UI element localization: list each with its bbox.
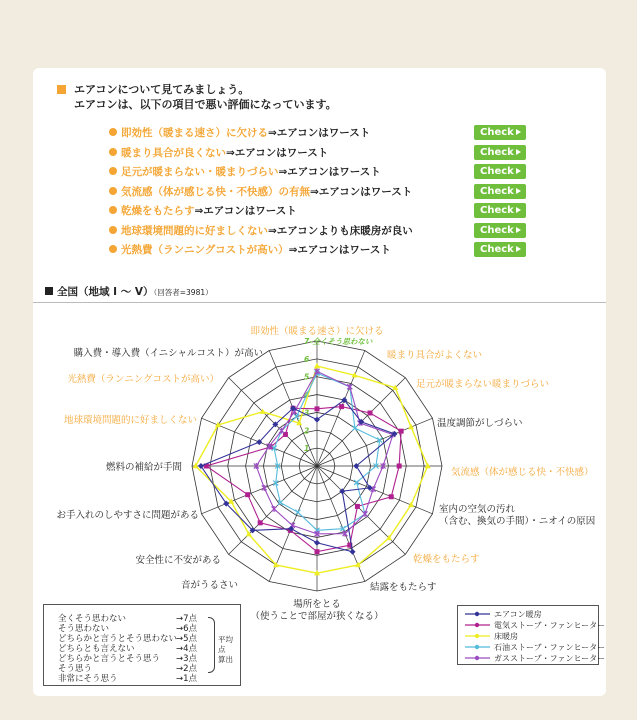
axis-label: 燃料の補給が手間 bbox=[105, 462, 182, 473]
data-point bbox=[425, 463, 431, 468]
data-point bbox=[389, 494, 394, 499]
data-point bbox=[362, 511, 367, 517]
scale-tick-label: 3 bbox=[304, 408, 310, 418]
content-card bbox=[33, 68, 606, 696]
grid-spoke bbox=[317, 466, 432, 514]
axis-label: 暖まり具合がよくない bbox=[387, 350, 483, 361]
legend-marker bbox=[475, 656, 479, 660]
data-point bbox=[368, 410, 373, 415]
data-point bbox=[399, 429, 404, 434]
scale-text: 非常にそう思う bbox=[58, 674, 118, 684]
data-point bbox=[295, 510, 300, 515]
item-highlight: 光熱費（ランニングコストが高い） bbox=[121, 244, 289, 256]
data-point bbox=[397, 464, 402, 469]
item-highlight: 乾燥をもたらす bbox=[121, 205, 195, 217]
axis-label: 安全性に不安がある bbox=[135, 555, 221, 566]
scale-tick-label: 6 bbox=[304, 354, 310, 364]
intro-line-1: エアコンについて見てみましょう。 bbox=[74, 83, 250, 96]
item-highlight: 足元が暖まらない・暖まりづらい bbox=[121, 166, 279, 178]
axis-label: 音がうるさい bbox=[180, 580, 238, 591]
scale-points: →1点 bbox=[176, 674, 198, 684]
legend-swatch-icon bbox=[464, 642, 492, 652]
data-point bbox=[245, 492, 250, 497]
data-point bbox=[315, 549, 320, 554]
legend-label: 床暖房 bbox=[494, 632, 518, 641]
data-point bbox=[279, 428, 284, 434]
axis-label: 購入費・導入費（イニシャルコスト）が高い bbox=[73, 348, 263, 359]
item-highlight: 即効性（暖まる速さ）に欠ける bbox=[121, 127, 268, 139]
scale-points: →2点 bbox=[176, 664, 198, 674]
check-label: Check bbox=[480, 166, 514, 177]
data-point bbox=[339, 404, 344, 409]
average-note bbox=[218, 635, 240, 665]
grid-spoke bbox=[317, 466, 405, 554]
scale-text: どちらとも言えない bbox=[58, 644, 135, 654]
axis-label: お手入れのしやすさに問題がある bbox=[56, 510, 199, 521]
section-title-text: 全国（地域 Ⅰ 〜 Ⅴ） bbox=[57, 286, 154, 298]
item-highlight: 地球環境問題的に好ましくない bbox=[121, 224, 268, 237]
check-label: Check bbox=[480, 224, 514, 236]
scale-text: どちらかと言うとそう思わない bbox=[58, 634, 178, 644]
legend-marker bbox=[475, 612, 479, 616]
item-highlight: 暖まり具合が良くない bbox=[121, 146, 226, 159]
axis-label: 室内の空気の汚れ （含む、換気の手間）・ニオイの原因 bbox=[439, 504, 596, 527]
legend-swatch-icon bbox=[464, 620, 492, 630]
axis-label: 場所をとる （使うことで部屋が狭くなる） bbox=[250, 599, 384, 622]
legend-swatch-icon bbox=[464, 609, 492, 619]
legend-label: 電気ストーブ・ファンヒーター bbox=[494, 621, 606, 630]
scale-tick-label: 7-全くそう思わない bbox=[304, 337, 373, 346]
scale-points: →7点 bbox=[176, 614, 198, 624]
scale-row bbox=[58, 672, 198, 684]
data-point bbox=[314, 363, 320, 368]
item-result: ⇒エアコンはワースト bbox=[310, 185, 413, 198]
axis-label: 地球環境問題的に好ましくない bbox=[63, 415, 197, 426]
legend-marker bbox=[475, 623, 479, 627]
legend-swatch-icon bbox=[464, 653, 492, 663]
scale-text: そう思わない bbox=[58, 624, 110, 634]
data-point bbox=[355, 504, 360, 509]
data-point bbox=[315, 406, 320, 411]
item-result: ⇒エアコンはワースト bbox=[226, 146, 329, 159]
axis-label: 足元が暖まらない暖まりづらい bbox=[416, 379, 550, 390]
data-point bbox=[314, 540, 320, 546]
item-result: ⇒エアコンよりも床暖房が良い bbox=[268, 224, 413, 237]
average-note-line2: 算出 bbox=[218, 655, 233, 664]
scale-points: →4点 bbox=[176, 644, 198, 654]
axis-label: 気流感（体が感じる快・不快感） bbox=[451, 467, 594, 478]
scale-tick-label: 4 bbox=[304, 390, 310, 400]
data-point bbox=[258, 520, 263, 525]
check-label: Check bbox=[480, 146, 514, 158]
legend-marker bbox=[475, 634, 479, 638]
axis-label: 乾燥をもたらす bbox=[413, 554, 480, 565]
average-note-line1: 平均点 bbox=[218, 635, 233, 654]
chart-legend bbox=[457, 605, 606, 665]
grid-spoke bbox=[317, 418, 432, 466]
legend-label: ガスストーブ・ファンヒーター bbox=[494, 654, 606, 663]
scale-points: →5点 bbox=[176, 634, 198, 644]
scale-tick-label: 1 bbox=[304, 444, 310, 454]
scale-tick-label: 2 bbox=[304, 426, 310, 436]
axis-label: 即効性（暖まる速さ）に欠ける bbox=[250, 326, 384, 337]
scale-points: →3点 bbox=[176, 654, 198, 664]
legend-marker bbox=[475, 645, 479, 649]
scale-text: そう思う bbox=[58, 664, 93, 674]
item-result: ⇒エアコンはワースト bbox=[278, 166, 381, 178]
axis-label: 結露をもたらす bbox=[370, 582, 437, 593]
axis-label: 光熱費（ランニングコストが高い） bbox=[67, 374, 219, 385]
scale-tick-label: 5 bbox=[304, 372, 310, 382]
check-label: Check bbox=[480, 244, 514, 255]
data-point bbox=[272, 506, 277, 512]
check-label: Check bbox=[480, 185, 514, 197]
data-point bbox=[350, 549, 356, 555]
item-highlight: 気流感（体が感じる快・不快感）の有無 bbox=[121, 185, 310, 198]
item-result: ⇒エアコンはワースト bbox=[268, 127, 371, 139]
data-point bbox=[198, 463, 204, 469]
axis-label: 温度調節がしづらい bbox=[437, 418, 523, 429]
check-label: Check bbox=[480, 205, 514, 216]
legend-label: エアコン暖房 bbox=[494, 610, 542, 619]
scale-points: →6点 bbox=[176, 624, 198, 634]
intro-line-2: エアコンは、以下の項目で悪い評価になっています。 bbox=[74, 98, 337, 111]
respondents-count: （回答者=3981） bbox=[153, 288, 213, 297]
scale-text: どちらかと言うとそう思う bbox=[58, 654, 161, 664]
data-point bbox=[262, 485, 267, 491]
item-result: ⇒エアコンはワースト bbox=[194, 205, 297, 217]
data-point bbox=[347, 384, 352, 390]
legend-swatch-icon bbox=[464, 631, 492, 641]
check-label: Check bbox=[480, 127, 514, 138]
item-result: ⇒エアコンはワースト bbox=[288, 244, 391, 256]
legend-label: 石油ストーブ・ファンヒーター bbox=[494, 643, 606, 652]
scale-text: 全くそう思わない bbox=[58, 614, 127, 624]
brace-icon bbox=[208, 617, 215, 673]
